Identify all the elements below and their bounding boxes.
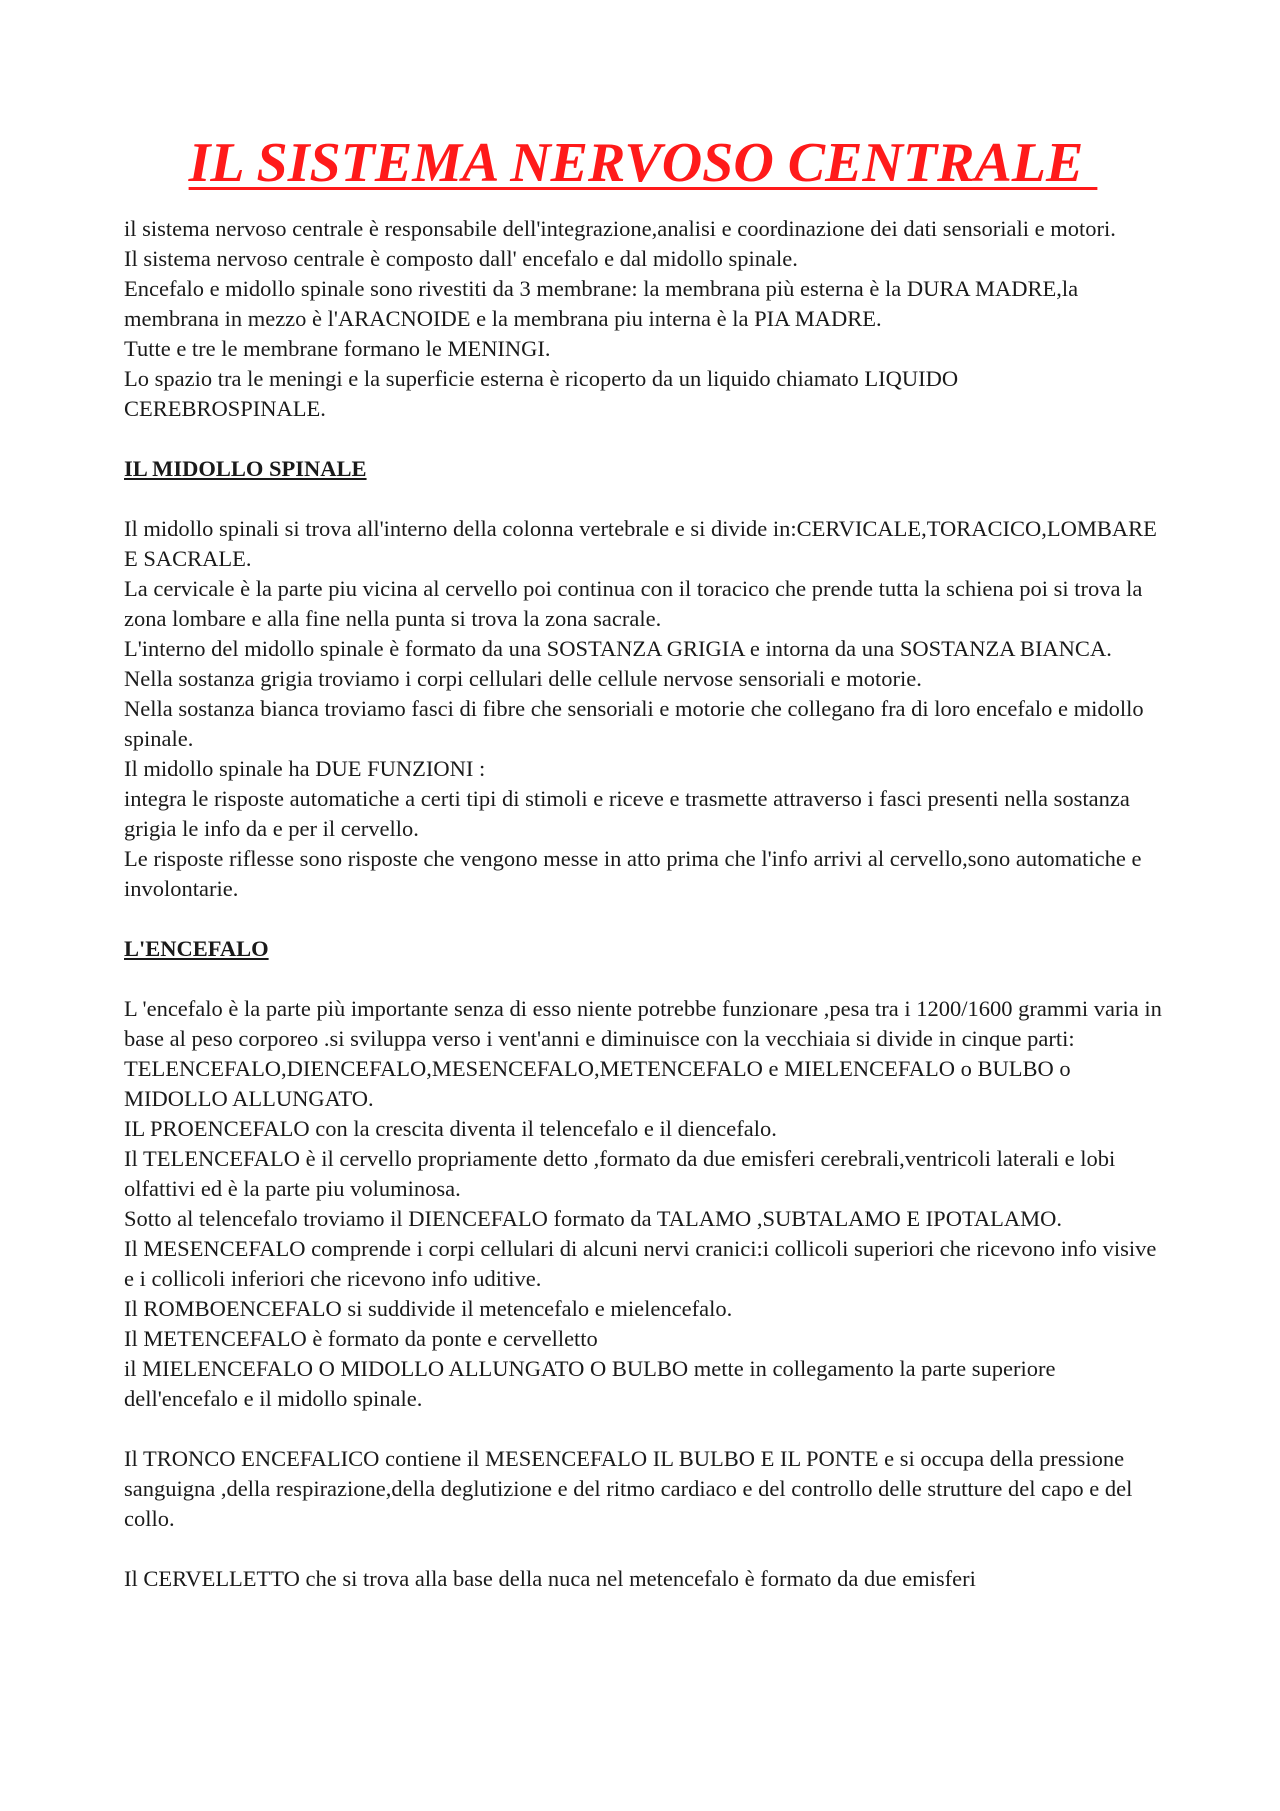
paragraph: il MIELENCEFALO O MIDOLLO ALLUNGATO O BULBO mette in collegamento la parte superiore dell'encefalo e il midollo spinale. — [124, 1356, 1056, 1411]
spacer — [124, 424, 1162, 454]
section-heading: L'ENCEFALO — [124, 936, 269, 961]
intro-section — [124, 214, 1162, 424]
paragraph: Encefalo e midollo spinale sono rivestiti da 3 membrane: la membrana più esterna è la DURA MADRE,la membrana in mezzo è l'ARACNOIDE e la membrana piu interna è la PIA MADRE. — [124, 276, 1079, 331]
page-title: IL SISTEMA NERVOSO CENTRALE — [188, 132, 1098, 194]
paragraph: Il ROMBOENCEFALO si suddivide il metencefalo e mielencefalo. — [124, 1296, 733, 1321]
spacer — [124, 484, 1162, 514]
paragraph: Nella sostanza bianca troviamo fasci di fibre che sensoriali e motorie che collegano fra di loro encefalo e midollo spinale. — [124, 696, 1144, 751]
midollo-section — [124, 454, 1162, 904]
paragraph: Il CERVELLETTO che si trova alla base della nuca nel metencefalo è formato da due emisferi — [124, 1566, 976, 1591]
spacer — [124, 1534, 1162, 1564]
paragraph: Il sistema nervoso centrale è composto dall' encefalo e dal midollo spinale. — [124, 246, 798, 271]
spacer — [124, 964, 1162, 994]
paragraph: Lo spazio tra le meningi e la superficie esterna è ricoperto da un liquido chiamato LIQUIDO CEREBROSPINALE. — [124, 366, 959, 421]
encefalo-section — [124, 934, 1162, 1594]
paragraph: integra le risposte automatiche a certi tipi di stimoli e riceve e trasmette attraverso i fasci presenti nella sostanza grigia le info da e per il cervello. — [124, 786, 1130, 841]
paragraph: IL PROENCEFALO con la crescita diventa il telencefalo e il diencefalo. — [124, 1116, 777, 1141]
paragraph: Il midollo spinali si trova all'interno della colonna vertebrale e si divide in:CERVICALE,TORACICO,LOMBARE E SACRALE. — [124, 516, 1157, 571]
paragraph: il sistema nervoso centrale è responsabile dell'integrazione,analisi e coordinazione dei dati sensoriali e motori. — [124, 216, 1116, 241]
paragraph: Il TELENCEFALO è il cervello propriamente detto ,formato da due emisferi cerebrali,ventricoli laterali e lobi olfattivi ed è la parte piu voluminosa. — [124, 1146, 1116, 1201]
section-heading: IL MIDOLLO SPINALE — [124, 456, 367, 481]
paragraph: Tutte e tre le membrane formano le MENINGI. — [124, 336, 551, 361]
paragraph: L 'encefalo è la parte più importante senza di esso niente potrebbe funzionare ,pesa tra i 1200/1600 grammi varia in base al peso corporeo .si sviluppa verso i vent'anni e diminuisce con la vecchiaia si divide in cinque parti: TELENCEFALO,DIENCEFALO,MESENCEFALO,METENCEFALO e MIELENCEFALO o BULBO o MIDOLLO ALLUNGATO. — [124, 996, 1162, 1111]
spacer — [124, 904, 1162, 934]
paragraph: Il TRONCO ENCEFALICO contiene il MESENCEFALO IL BULBO E IL PONTE e si occupa della pressione sanguigna ,della respirazione,della deglutizione e del ritmo cardiaco e del controllo delle strutture del capo e del collo. — [124, 1446, 1133, 1531]
paragraph: La cervicale è la parte piu vicina al cervello poi continua con il toracico che prende tutta la schiena poi si trova la zona lombare e alla fine nella punta si trova la zona sacrale. — [124, 576, 1143, 631]
spacer — [124, 1414, 1162, 1444]
paragraph: Il METENCEFALO è formato da ponte e cervelletto — [124, 1326, 598, 1351]
paragraph: Nella sostanza grigia troviamo i corpi cellulari delle cellule nervose sensoriali e motorie. — [124, 666, 922, 691]
paragraph: L'interno del midollo spinale è formato da una SOSTANZA GRIGIA e intorna da una SOSTANZA BIANCA. — [124, 636, 1112, 661]
paragraph: Il MESENCEFALO comprende i corpi cellulari di alcuni nervi cranici:i collicoli superiori che ricevono info visive e i collicoli inferiori che ricevono info uditive. — [124, 1236, 1157, 1291]
paragraph: Il midollo spinale ha DUE FUNZIONI : — [124, 756, 486, 781]
paragraph: Sotto al telencefalo troviamo il DIENCEFALO formato da TALAMO ,SUBTALAMO E IPOTALAMO. — [124, 1206, 1063, 1231]
paragraph: Le risposte riflesse sono risposte che vengono messe in atto prima che l'info arrivi al cervello,sono automatiche e involontarie. — [124, 846, 1142, 901]
